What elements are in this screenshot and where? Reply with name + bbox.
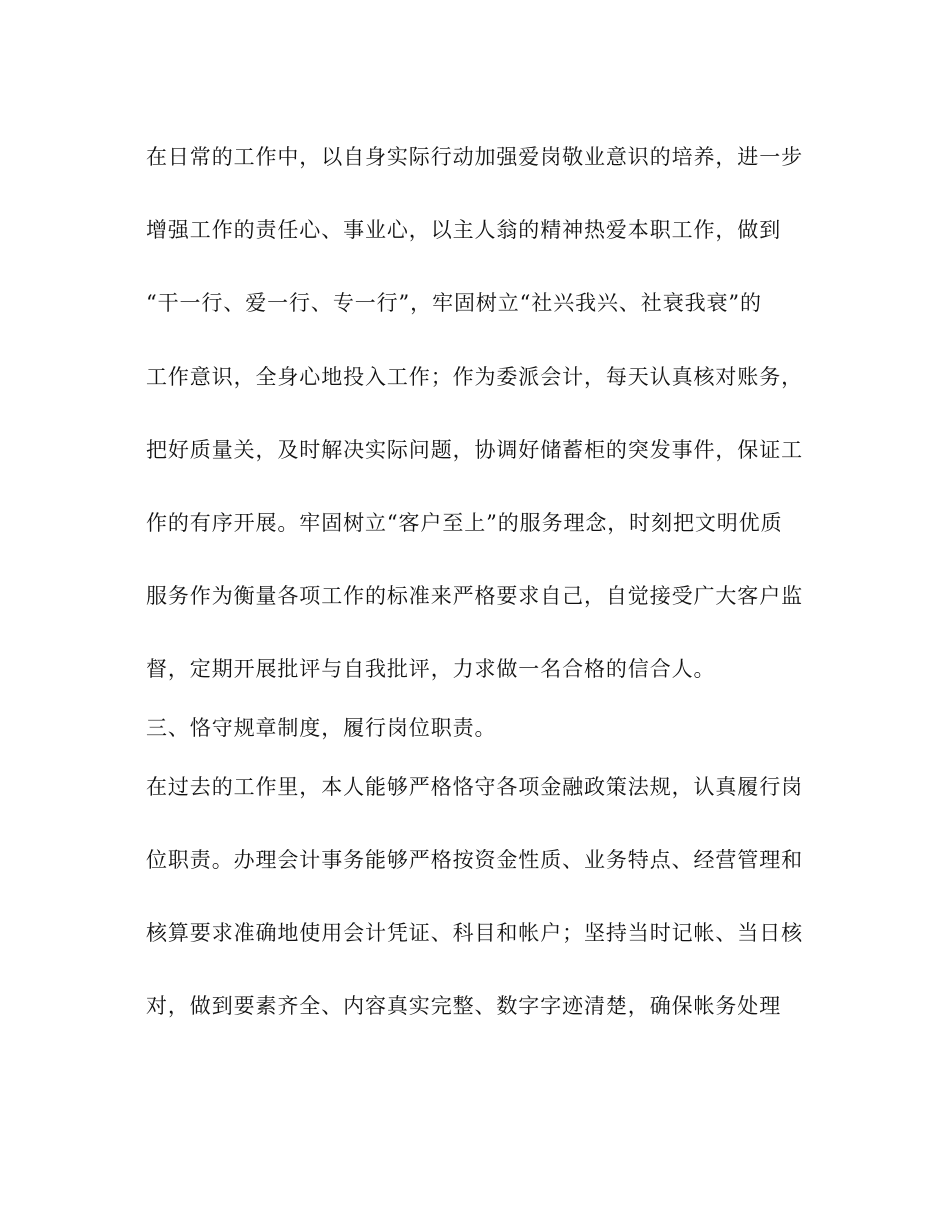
paragraph-1-line-7: 服务作为衡量各项工作的标准来严格要求自己，自觉接受广大客户监 bbox=[146, 584, 803, 608]
paragraph-1-line-3: “干一行、爱一行、专一行”，牢固树立“社兴我兴、社衰我衰”的 bbox=[146, 291, 762, 315]
paragraph-2-line-1: 在过去的工作里，本人能够严格恪守各项金融政策法规，认真履行岗 bbox=[146, 775, 803, 799]
paragraph-1-line-8: 督，定期开展批评与自我批评，力求做一名合格的信合人。 bbox=[146, 657, 716, 681]
section-heading: 三、恪守规章制度，履行岗位职责。 bbox=[146, 716, 497, 740]
paragraph-1-line-1: 在日常的工作中，以自身实际行动加强爱岗敬业意识的培养，进一步 bbox=[146, 145, 803, 169]
paragraph-1-line-2: 增强工作的责任心、事业心，以主人翁的精神热爱本职工作，做到 bbox=[146, 218, 782, 242]
paragraph-1-line-6: 作的有序开展。牢固树立“客户至上”的服务理念，时刻把文明优质 bbox=[146, 511, 783, 535]
paragraph-1-line-4: 工作意识，全身心地投入工作；作为委派会计，每天认真核对账务， bbox=[146, 365, 803, 389]
paragraph-2-line-3: 核算要求准确地使用会计凭证、科目和帐户；坚持当时记帐、当日核 bbox=[146, 921, 803, 945]
paragraph-1-line-5: 把好质量关，及时解决实际问题，协调好储蓄柜的突发事件，保证工 bbox=[146, 438, 803, 462]
paragraph-2-line-4: 对，做到要素齐全、内容真实完整、数字字迹清楚，确保帐务处理 bbox=[146, 994, 782, 1018]
paragraph-2-line-2: 位职责。办理会计事务能够严格按资金性质、业务特点、经营管理和 bbox=[146, 848, 803, 872]
